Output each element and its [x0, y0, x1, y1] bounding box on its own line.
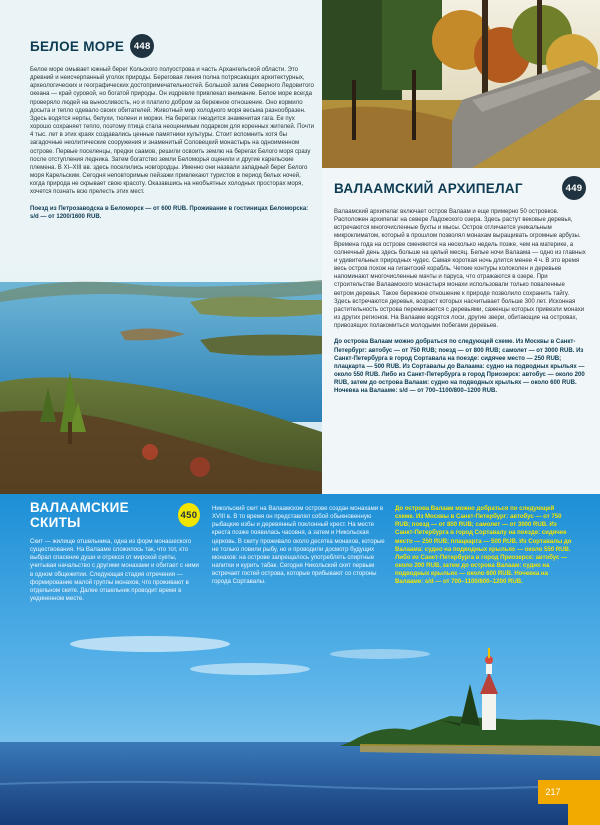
valaam-article	[334, 176, 586, 395]
sketes-title: ВАЛААМСКИЕ СКИТЫ	[30, 500, 129, 530]
white-sea-photo	[0, 262, 322, 494]
valaam-forest-photo	[322, 0, 600, 168]
sketes-body-col1: Скит — жилище отшельника, одна из форм монашеского существования. На Валааме сложилось так, что тот, кто выбрал спасение души и отрекся от мирской суеты, учитывая начальство с другими монахами и обитает с ними в одном общежитии. Следующая стадия отречения — формирование малой группы монахов, что проживают в отдельном ските. Далее отшельник проводит время в уединенном месте.	[30, 539, 199, 603]
sketes-heading	[30, 500, 200, 530]
valaam-body: Валаамский архипелаг включает остров Валаам и еще примерно 50 островков. Расположен архипелаг на севере Ладожского озера. Здесь растут вековые деревья, встречаются многочисленные бухты и мысы. Остров отличается уникальным микроклиматом, который в прошлом позволял монахам выращивать огромные арбузы. Времена года на острове сменяются на несколько недель позже, чем на материке, а солнечный день здесь больше на целый месяц. Белые ночи Валаама — одно из главных и удивительных природных чудес. Самая короткая ночь длится менее 4 ч. В это время весь остров похож на гигантский корабль. Четкие контуры колоколен и деревьев напоминают многочисленные мачты и паруса, что отражаются в озере. При строительстве Валаамского монастыря монахи использовали только поваленные ветром деревья. Такое бережное отношение к природе позволило сохранить тайгу. Здесь встречаются деревья, возраст которых насчитывает больше 300 лет. Исконная растительность острова перемежается с деревьями, саженцы которых привезли монахи из других регионов. На Валааме водятся лоси, другие звери, обитающие на островах, привозящих полакомиться молодыми побегами деревьев.	[334, 209, 586, 330]
valaam-number-badge: 449	[562, 176, 586, 200]
sketes-travel-info: До острова Валаам можно добраться по следующей схеме. Из Москвы в Санкт-Петербург: автобус — от 750 RUB; поезд — от 800 RUB; самолет — от 3000 RUB. Из Санкт-Петербурга в город Сортавалу на поезде: сидячее место — 250 RUB; плацкарта — 500 RUB. Из Сортавалы до Валаама: судно на подводных крыльях — около 550 RUB. Либо из Санкт-Петербурга в город Приозерск: автобус — около 200 RUB, затем до острова Валаам: судно на подводных крыльях — около 600 RUB. Ночевка на Валааме: s/d — от 700–1100/800–1200 RUB.	[395, 506, 572, 586]
valaam-heading	[334, 176, 586, 200]
sketes-body-col2: Никольский скит на Валаамском острове создан монахами в XVIII в. В то время он представлял собой обыкновенную рыбацкие избы и деревянный поклонный крест. На месте креста позже появилась часовня, а затем и Никольская церковь. В скиту проживало около десятка монахов, которые не только ловили рыбу, но и проводили досмотр будущих монахов: на острове запрещалось употреблять спиртные напитки и курить табак. Сегодня Никольский скит первым встречает гостей острова, которые прибывают со стороны города Сортавалы.	[212, 506, 385, 586]
white-sea-travel-info: Поезд из Петрозаводска в Беломорск — от 600 RUB. Проживание в гостиницах Беломорска: s/d — от 1200/1600 RUB.	[30, 205, 309, 220]
white-sea-landscape-illustration	[0, 262, 322, 494]
white-sea-heading	[30, 34, 314, 58]
valaam-title: ВАЛААМСКИЙ АРХИПЕЛАГ	[334, 180, 523, 196]
white-sea-body: Белое море омывает южный берег Кольского полуострова и часть Архангельской области. Это древний и неисчерпанный уголок природы. Береговая линия полна потрясающих архитектурных, археологических и географических достопримечательностей. Большой залив Северного Ледовитого океана — край суровой, но богатой природы. Он издревле привлекал внимание. Белое море всегда проверяло людей на выносливость, но и платило добром за бережное отношение. Оно кормило досыта и тепло одевало своих обитателей. Животный мир холодного моря весьма разнообразен. Здесь водятся нерпы, белухи, тюлени и моржи. На берегах гнездится знаменитая гага. Ее пух хорошо сохраняет тепло, поэтому птица стала неоценимым подарком для коренных жителей. Почти 4 тыс. лет в этих краях создавались ценные памятники культуры. Стоит вспомнить хотя бы загадочные неолитические сооружения и знаменитый Соловецкий монастырь на одноименном острове. Первые поселенцы, предки саамов, решили освоить землю на берегах Белого моря сразу после отступления ледника. Затем богатство земли Беломорья оценили и другие карельские племена. В XI–XIII вв. здесь поселились новгородцы. Именно они назвали западный берег Белого моря Карельским. Сегодня неповторимые пейзажи привлекают туристов в период белых ночей, когда природа не скрывает свою красоту. Оказавшись на необъятных холодных просторах моря, хочется познать всю прелесть этих мест.	[30, 67, 315, 196]
forest-boardwalk-illustration	[322, 0, 600, 168]
page-number: 217	[538, 780, 568, 804]
white-sea-title: БЕЛОЕ МОРЕ	[30, 38, 125, 54]
white-sea-article	[30, 34, 314, 221]
sketes-travel-column	[395, 505, 575, 587]
valaam-travel-info: До острова Валаам можно добраться по следующей схеме. Из Москвы в Санкт-Петербург: автобус — от 750 RUB; поезд — от 800 RUB; самолет — от 3000 RUB. Из Санкт-Петербурга в город Сортавала на поезде: сидячее место — 250 RUB; плацкарта — 500 RUB. Из Сортавалы до Валаама: судно на подводных крыльях — около 550 RUB. Либо из Санкт-Петербурга в город Приозерск: автобус — около 200 RUB, затем до острова Валаам: судно на подводных крыльях — около 600 RUB. Ночевка на Валааме: s/d — от 700–1100/800–1200 RUB.	[334, 339, 585, 395]
sketes-intro-column	[30, 500, 200, 603]
white-sea-number-badge: 448	[130, 34, 154, 58]
sketes-number-badge: 450	[178, 503, 200, 527]
sketes-middle-column	[212, 505, 386, 587]
page-edge-tab	[568, 780, 600, 825]
